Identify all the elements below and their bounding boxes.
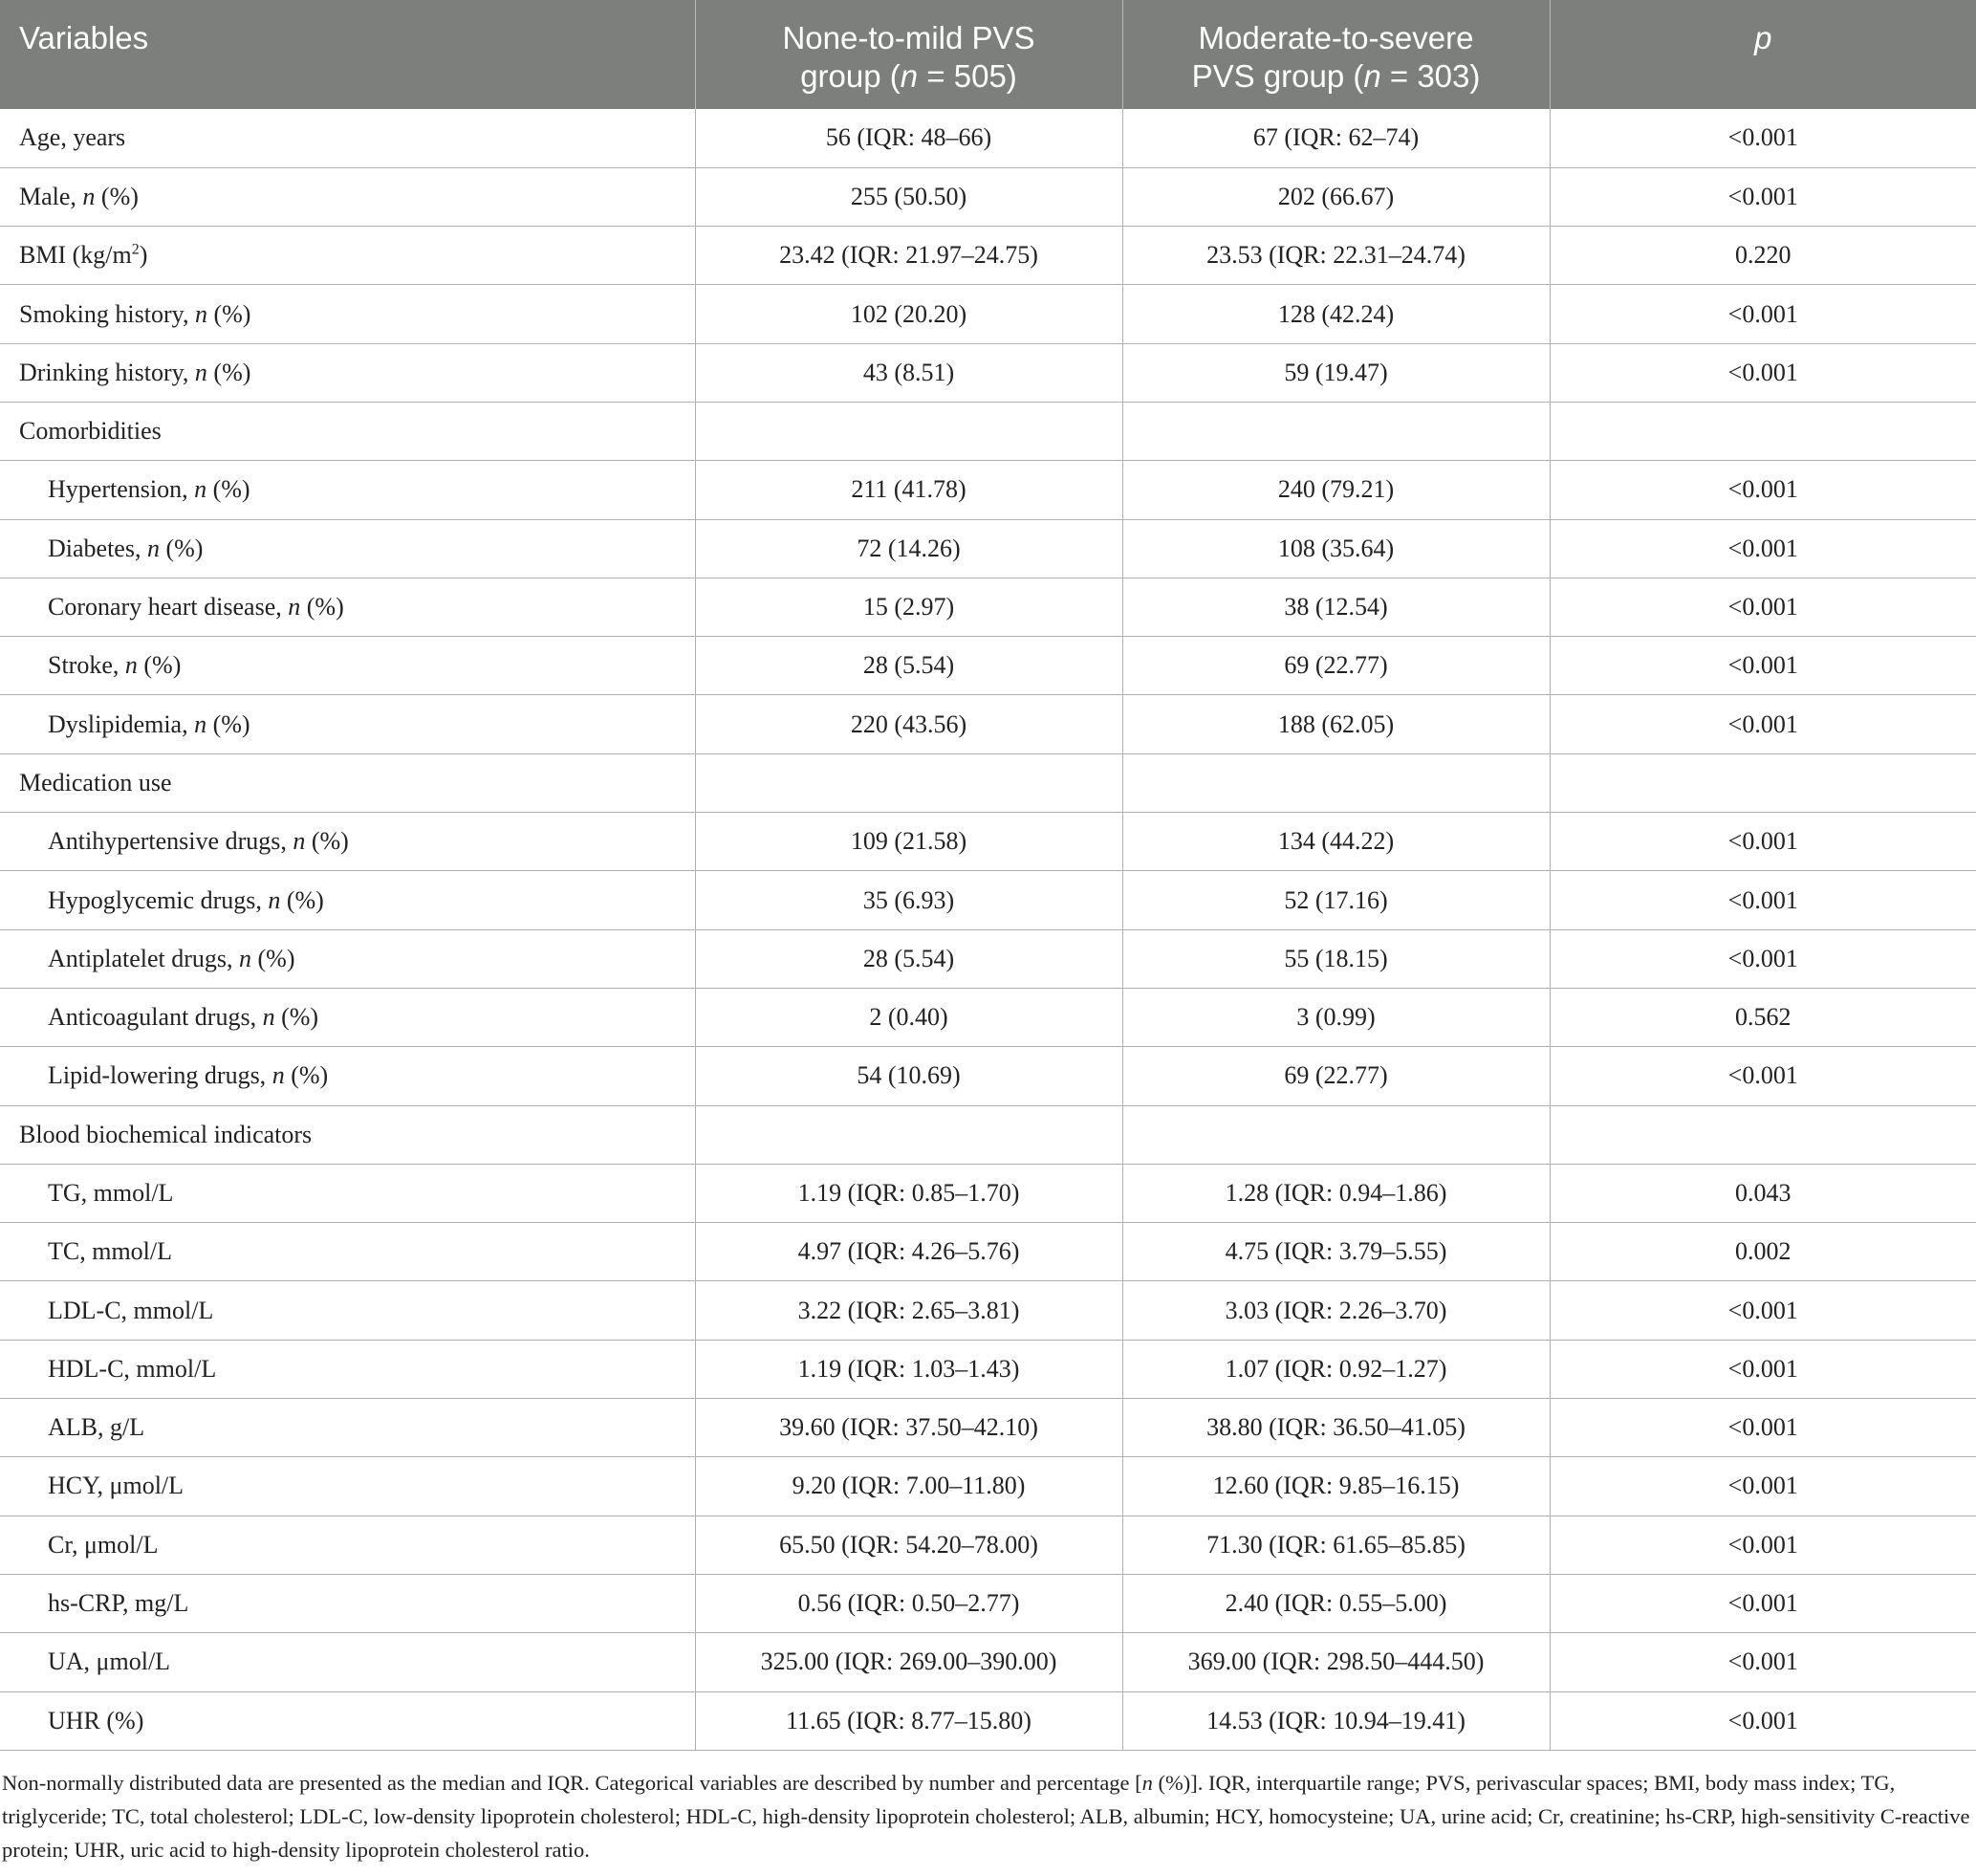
row-label-post: (%) <box>280 885 324 914</box>
row-label <box>0 1164 695 1222</box>
row-label-n: n <box>124 651 138 680</box>
header-none-to-mild-n: n <box>900 58 919 94</box>
value-none-to-mild: 15 (2.97) <box>695 578 1122 636</box>
table-row <box>0 929 1976 988</box>
row-label-post: (%) <box>206 358 251 386</box>
row-label <box>0 753 695 812</box>
table-body <box>0 109 1976 1750</box>
row-label <box>0 1223 695 1281</box>
value-none-to-mild: 220 (43.56) <box>695 695 1122 753</box>
value-none-to-mild <box>695 402 1122 460</box>
table-row <box>0 578 1976 636</box>
row-label <box>0 813 695 871</box>
table-row <box>0 695 1976 753</box>
table-row <box>0 871 1976 929</box>
table-row <box>0 109 1976 167</box>
table-row <box>0 402 1976 460</box>
row-label <box>0 871 695 929</box>
value-none-to-mild: 43 (8.51) <box>695 343 1122 402</box>
row-label <box>0 227 695 285</box>
header-p-value <box>1550 0 1976 109</box>
table-row <box>0 637 1976 695</box>
header-none-to-mild-pre: group ( <box>800 58 901 94</box>
table-row <box>0 1164 1976 1222</box>
value-none-to-mild: 28 (5.54) <box>695 929 1122 988</box>
value-p: 0.043 <box>1550 1164 1976 1222</box>
value-none-to-mild: 28 (5.54) <box>695 637 1122 695</box>
table-row <box>0 285 1976 343</box>
table-row <box>0 1457 1976 1516</box>
row-label-pre: Hypoglycemic drugs, <box>48 885 269 914</box>
row-label-pre: Antihypertensive drugs, <box>48 827 293 856</box>
value-p: 0.002 <box>1550 1223 1976 1281</box>
row-label <box>0 167 695 226</box>
value-p: <0.001 <box>1550 1516 1976 1574</box>
row-label-text: HDL-C, mmol/L <box>48 1354 217 1383</box>
row-label <box>0 1633 695 1691</box>
table-row <box>0 1047 1976 1105</box>
value-p: <0.001 <box>1550 695 1976 753</box>
value-p: <0.001 <box>1550 1633 1976 1691</box>
value-p: <0.001 <box>1550 1457 1976 1516</box>
value-moderate-to-severe: 134 (44.22) <box>1122 813 1550 871</box>
row-label-post: (%) <box>137 651 182 680</box>
value-moderate-to-severe: 38 (12.54) <box>1122 578 1550 636</box>
table-row <box>0 1633 1976 1691</box>
value-p: <0.001 <box>1550 637 1976 695</box>
value-none-to-mild: 4.97 (IQR: 4.26–5.76) <box>695 1223 1122 1281</box>
row-label <box>0 988 695 1046</box>
row-label-n: n <box>271 1061 285 1090</box>
value-none-to-mild: 35 (6.93) <box>695 871 1122 929</box>
row-label-post: (%) <box>206 299 251 328</box>
value-moderate-to-severe: 128 (42.24) <box>1122 285 1550 343</box>
value-moderate-to-severe: 369.00 (IQR: 298.50–444.50) <box>1122 1633 1550 1691</box>
value-p: 0.220 <box>1550 227 1976 285</box>
value-moderate-to-severe: 3.03 (IQR: 2.26–3.70) <box>1122 1281 1550 1340</box>
table-footnote <box>0 1751 1976 1866</box>
row-label <box>0 343 695 402</box>
header-moderate-n: n <box>1363 58 1381 94</box>
table-row <box>0 343 1976 402</box>
value-moderate-to-severe: 23.53 (IQR: 22.31–24.74) <box>1122 227 1550 285</box>
row-label-n: n <box>194 709 207 738</box>
table-row <box>0 1105 1976 1164</box>
row-label <box>0 1105 695 1164</box>
row-label-pre: Anticoagulant drugs, <box>48 1003 263 1032</box>
row-label-n: n <box>239 944 252 972</box>
header-none-to-mild <box>695 0 1122 109</box>
table-row <box>0 1281 1976 1340</box>
table-row <box>0 1340 1976 1398</box>
row-label-text: Comorbidities <box>19 417 162 446</box>
header-moderate-to-severe <box>1122 0 1550 109</box>
row-label <box>0 637 695 695</box>
value-none-to-mild: 1.19 (IQR: 1.03–1.43) <box>695 1340 1122 1398</box>
table-row <box>0 1399 1976 1457</box>
table-row <box>0 988 1976 1046</box>
value-p: <0.001 <box>1550 1574 1976 1632</box>
row-label-pre: Drinking history, <box>19 358 195 386</box>
value-p: <0.001 <box>1550 578 1976 636</box>
value-none-to-mild <box>695 1105 1122 1164</box>
row-label-text: LDL-C, mmol/L <box>48 1296 214 1324</box>
value-moderate-to-severe: 69 (22.77) <box>1122 637 1550 695</box>
row-label-text: Blood biochemical indicators <box>19 1120 313 1148</box>
table-row <box>0 1574 1976 1632</box>
value-p <box>1550 402 1976 460</box>
value-moderate-to-severe: 67 (IQR: 62–74) <box>1122 109 1550 167</box>
value-none-to-mild: 255 (50.50) <box>695 167 1122 226</box>
row-label-post: (%) <box>206 475 250 504</box>
row-label-post: ) <box>139 241 148 270</box>
value-none-to-mild: 0.56 (IQR: 0.50–2.77) <box>695 1574 1122 1632</box>
value-none-to-mild: 9.20 (IQR: 7.00–11.80) <box>695 1457 1122 1516</box>
row-label-n: n <box>194 475 207 504</box>
table-row <box>0 167 1976 226</box>
value-none-to-mild: 23.42 (IQR: 21.97–24.75) <box>695 227 1122 285</box>
row-label-text: TC, mmol/L <box>48 1237 172 1266</box>
row-label <box>0 578 695 636</box>
row-label-pre: Smoking history, <box>19 299 195 328</box>
row-label-pre: Hypertension, <box>48 475 195 504</box>
table-row <box>0 753 1976 812</box>
value-none-to-mild: 325.00 (IQR: 269.00–390.00) <box>695 1633 1122 1691</box>
value-moderate-to-severe: 3 (0.99) <box>1122 988 1550 1046</box>
row-label-text: hs-CRP, mg/L <box>48 1589 189 1618</box>
row-label-n: n <box>194 299 207 328</box>
table-row <box>0 813 1976 871</box>
row-label <box>0 1047 695 1105</box>
value-moderate-to-severe: 1.07 (IQR: 0.92–1.27) <box>1122 1340 1550 1398</box>
value-none-to-mild: 39.60 (IQR: 37.50–42.10) <box>695 1399 1122 1457</box>
row-label-n: n <box>268 885 281 914</box>
header-none-to-mild-post: = 505) <box>918 58 1017 94</box>
value-p <box>1550 1105 1976 1164</box>
row-label-post: (%) <box>251 944 295 972</box>
row-label-n: n <box>194 358 207 386</box>
row-label-n: n <box>262 1003 275 1032</box>
table-row <box>0 227 1976 285</box>
value-moderate-to-severe: 55 (18.15) <box>1122 929 1550 988</box>
footnote-n: n <box>1141 1770 1153 1795</box>
row-label-post: (%) <box>305 827 349 856</box>
row-label <box>0 1281 695 1340</box>
value-moderate-to-severe: 240 (79.21) <box>1122 461 1550 519</box>
value-p: <0.001 <box>1550 1047 1976 1105</box>
row-label-pre: Coronary heart disease, <box>48 593 289 622</box>
table-row <box>0 461 1976 519</box>
row-label-text: ALB, g/L <box>48 1413 145 1442</box>
value-none-to-mild: 211 (41.78) <box>695 461 1122 519</box>
row-label-pre: Lipid-lowering drugs, <box>48 1061 272 1090</box>
value-none-to-mild: 11.65 (IQR: 8.77–15.80) <box>695 1691 1122 1750</box>
header-moderate-post: = 303) <box>1380 58 1481 94</box>
row-label <box>0 695 695 753</box>
row-label-text: UA, μmol/L <box>48 1647 171 1676</box>
table-header-row <box>0 0 1976 109</box>
row-label-n: n <box>293 827 306 856</box>
value-moderate-to-severe: 12.60 (IQR: 9.85–16.15) <box>1122 1457 1550 1516</box>
value-moderate-to-severe: 1.28 (IQR: 0.94–1.86) <box>1122 1164 1550 1222</box>
row-label <box>0 1574 695 1632</box>
value-p: <0.001 <box>1550 109 1976 167</box>
value-p: <0.001 <box>1550 1399 1976 1457</box>
value-p <box>1550 753 1976 812</box>
row-label-post: (%) <box>274 1003 319 1032</box>
value-p: <0.001 <box>1550 519 1976 578</box>
row-label-n: n <box>146 534 160 562</box>
value-p: <0.001 <box>1550 1281 1976 1340</box>
row-label-post: (%) <box>95 182 139 210</box>
row-label-text: Medication use <box>19 768 172 796</box>
row-label <box>0 1340 695 1398</box>
value-none-to-mild: 54 (10.69) <box>695 1047 1122 1105</box>
row-label <box>0 1516 695 1574</box>
value-moderate-to-severe: 71.30 (IQR: 61.65–85.85) <box>1122 1516 1550 1574</box>
value-moderate-to-severe: 4.75 (IQR: 3.79–5.55) <box>1122 1223 1550 1281</box>
row-label-pre: Dyslipidemia, <box>48 709 195 738</box>
value-none-to-mild: 65.50 (IQR: 54.20–78.00) <box>695 1516 1122 1574</box>
value-p: <0.001 <box>1550 343 1976 402</box>
value-moderate-to-severe <box>1122 753 1550 812</box>
row-label-n: n <box>288 593 301 622</box>
value-none-to-mild: 3.22 (IQR: 2.65–3.81) <box>695 1281 1122 1340</box>
value-moderate-to-severe: 2.40 (IQR: 0.55–5.00) <box>1122 1574 1550 1632</box>
table-row <box>0 1223 1976 1281</box>
header-none-to-mild-line1: None-to-mild PVS <box>782 20 1035 55</box>
header-moderate-pre: PVS group ( <box>1191 58 1364 94</box>
row-label <box>0 1691 695 1750</box>
footnote-part1: Non-normally distributed data are presented as the median and IQR. Categorical variables are described by number and percentage [ <box>2 1770 1142 1795</box>
row-label <box>0 402 695 460</box>
header-moderate-line1: Moderate-to-severe <box>1198 20 1474 55</box>
row-label <box>0 1457 695 1516</box>
header-p-label: p <box>1754 20 1772 55</box>
row-label-text: Cr, μmol/L <box>48 1530 159 1559</box>
row-label-post: (%) <box>284 1061 329 1090</box>
row-label-text: TG, mmol/L <box>48 1178 174 1207</box>
header-variables: Variables <box>0 0 695 109</box>
row-label-post: (%) <box>300 593 344 622</box>
value-moderate-to-severe: 52 (17.16) <box>1122 871 1550 929</box>
value-none-to-mild: 56 (IQR: 48–66) <box>695 109 1122 167</box>
row-label <box>0 519 695 578</box>
value-p: <0.001 <box>1550 813 1976 871</box>
row-label <box>0 929 695 988</box>
value-moderate-to-severe <box>1122 1105 1550 1164</box>
value-none-to-mild: 102 (20.20) <box>695 285 1122 343</box>
value-p: 0.562 <box>1550 988 1976 1046</box>
value-moderate-to-severe: 188 (62.05) <box>1122 695 1550 753</box>
value-p: <0.001 <box>1550 461 1976 519</box>
value-moderate-to-severe: 108 (35.64) <box>1122 519 1550 578</box>
value-p: <0.001 <box>1550 929 1976 988</box>
value-none-to-mild: 72 (14.26) <box>695 519 1122 578</box>
value-none-to-mild: 109 (21.58) <box>695 813 1122 871</box>
value-none-to-mild: 2 (0.40) <box>695 988 1122 1046</box>
value-moderate-to-severe: 69 (22.77) <box>1122 1047 1550 1105</box>
row-label <box>0 1399 695 1457</box>
row-label-text: HCY, μmol/L <box>48 1472 185 1500</box>
row-label-n: n <box>82 182 96 210</box>
row-label-post: (%) <box>159 534 204 562</box>
row-label-pre: Diabetes, <box>48 534 147 562</box>
value-moderate-to-severe: 14.53 (IQR: 10.94–19.41) <box>1122 1691 1550 1750</box>
table-row <box>0 519 1976 578</box>
value-p: <0.001 <box>1550 871 1976 929</box>
value-p: <0.001 <box>1550 285 1976 343</box>
value-moderate-to-severe <box>1122 402 1550 460</box>
row-label-pre: Antiplatelet drugs, <box>48 944 240 972</box>
row-label-pre: BMI (kg/m <box>19 241 132 270</box>
row-label <box>0 461 695 519</box>
value-p: <0.001 <box>1550 167 1976 226</box>
footnote-part2: (%)]. IQR, interquartile range; PVS, perivascular spaces; BMI, body mass index; TG, triglyceride; TC, total cholesterol; LDL-C, low-density lipoprotein cholesterol; HDL-C, high-density lipoprotein cholesterol; ALB, albumin; HCY, homocysteine; UA, urine acid; Cr, creatinine; hs-CRP, high-sensitivity C-reactive protein; UHR, uric acid to high-density lipoprotein cholesterol ratio. <box>2 1770 1970 1862</box>
row-label-pre: Stroke, <box>48 651 125 680</box>
value-p: <0.001 <box>1550 1691 1976 1750</box>
value-moderate-to-severe: 202 (66.67) <box>1122 167 1550 226</box>
row-label <box>0 109 695 167</box>
table-row <box>0 1516 1976 1574</box>
table-row <box>0 1691 1976 1750</box>
value-moderate-to-severe: 38.80 (IQR: 36.50–41.05) <box>1122 1399 1550 1457</box>
row-label-text: UHR (%) <box>48 1706 144 1734</box>
row-label-sup: 2 <box>131 241 140 258</box>
row-label <box>0 285 695 343</box>
value-p: <0.001 <box>1550 1340 1976 1398</box>
value-none-to-mild: 1.19 (IQR: 0.85–1.70) <box>695 1164 1122 1222</box>
row-label-post: (%) <box>206 709 250 738</box>
value-moderate-to-severe: 59 (19.47) <box>1122 343 1550 402</box>
value-none-to-mild <box>695 753 1122 812</box>
row-label-text: Age, years <box>19 123 126 152</box>
row-label-pre: Male, <box>19 182 83 210</box>
